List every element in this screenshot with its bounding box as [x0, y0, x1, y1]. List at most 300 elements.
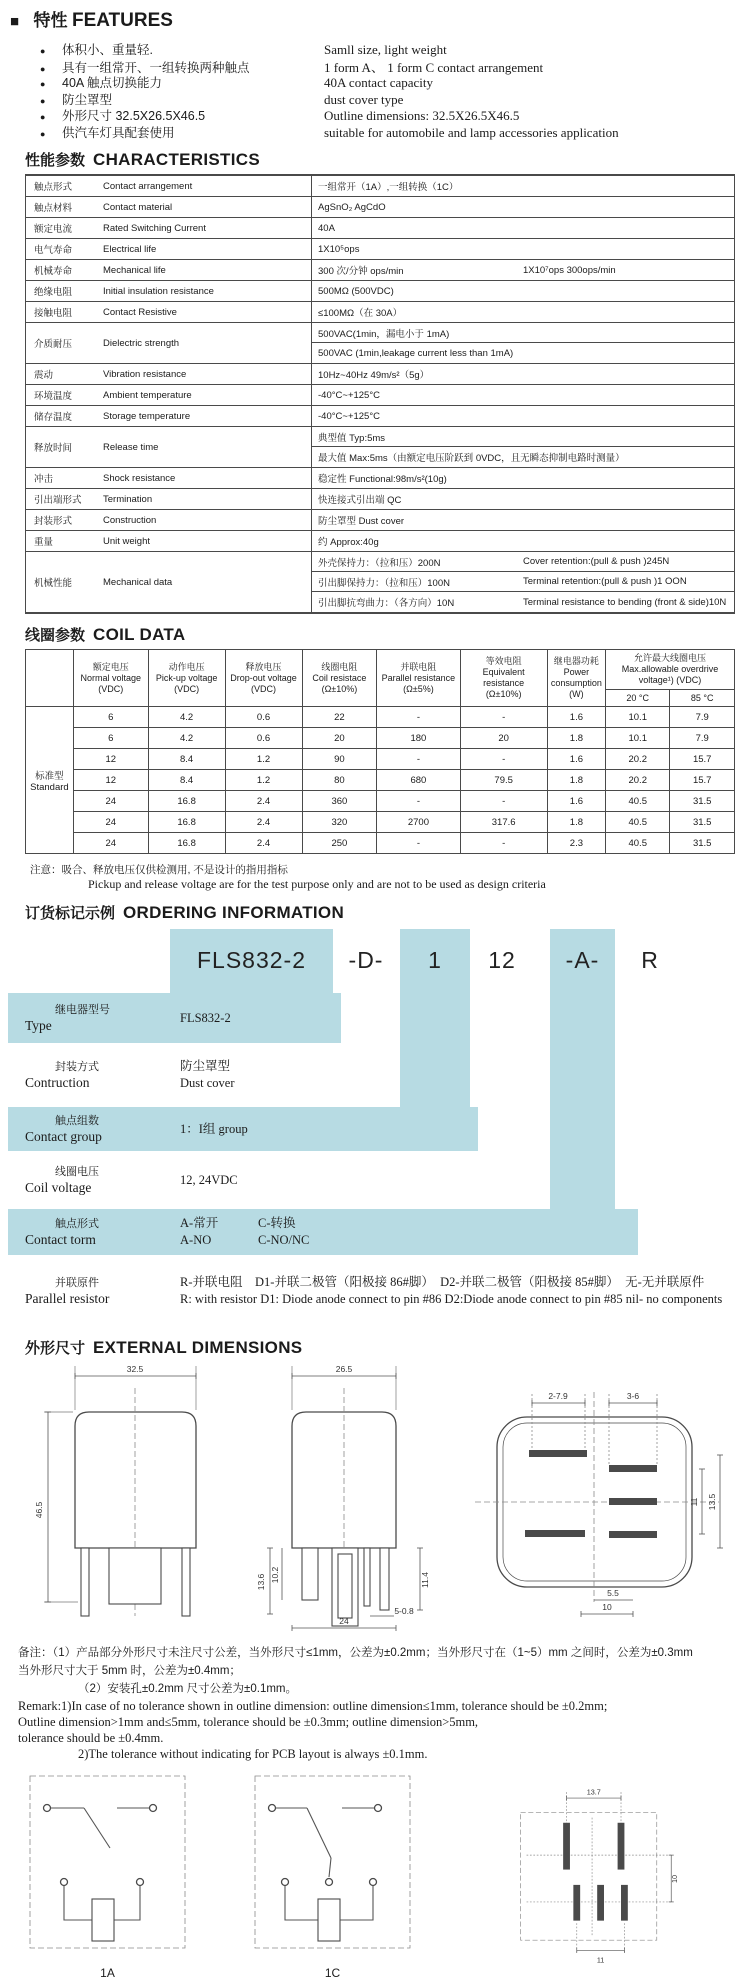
row-label-en: Rated Switching Current [103, 222, 206, 234]
coil-cell: 16.8 [148, 791, 225, 812]
dim-bottom-a: 2-7.9 [548, 1391, 568, 1401]
row-label-zh: 触点形式 [34, 182, 73, 193]
coil-cell: 250 [302, 833, 377, 854]
table-row [26, 197, 734, 218]
note-zh-3: （2）安装孔±0.2mm 尺寸公差为±0.1mm。 [78, 1683, 298, 1695]
value-text: 10Hz~40Hz 49m/s²（5g） [318, 370, 430, 381]
row-label-en: Release time [103, 441, 159, 453]
circuit-1c-block [245, 1770, 420, 1980]
value-text: 典型值 Typ:5ms [318, 432, 386, 444]
bullet-icon: ● [40, 46, 46, 56]
ordering-value-text: R-并联电阻 D1-并联二极管（阳极接 86#脚） D2-并联二极管（阳极接 85#脚） 无-无并联原件 [180, 1275, 705, 1289]
ordering-code-segment: 12 [488, 947, 516, 973]
value-row [312, 260, 734, 280]
table-row [26, 427, 734, 468]
bullet-icon: ● [40, 128, 46, 139]
coil-header-cell: 动作电压 Pick-up voltage (VDC) [148, 650, 225, 707]
value-text: 1X10⁵ops [318, 243, 360, 255]
dim-pcb-a: 13.7 [586, 1787, 601, 1797]
row-label-en: Mechanical life [103, 264, 166, 276]
ordering-row-label [0, 1114, 180, 1144]
coil-header-cell: 等效电阻 Equivalent resistance (Ω±10%) [460, 650, 547, 707]
row-label-en: Construction [103, 514, 157, 526]
value-row [312, 323, 734, 343]
feature-zh: 40A 触点切换能力 [62, 76, 163, 90]
coil-header-overdrive: 允许最大线圈电压 Max.allowable overdrive voltage¹) (VDC) [606, 650, 735, 690]
ordering-label-zh: 触点组数 [55, 1115, 99, 1127]
row-values [311, 176, 734, 196]
dimensions-heading-en: EXTERNAL DIMENSIONS [93, 1338, 303, 1357]
row-label-zh: 机械性能 [34, 578, 73, 589]
coil-cell: 10.1 [606, 707, 670, 728]
coil-table [25, 649, 735, 854]
ordering-value-line [180, 1215, 741, 1232]
dimension-drawings [18, 1362, 741, 1634]
table-row [26, 281, 734, 302]
coil-cell: - [377, 833, 460, 854]
coil-cell: 320 [302, 812, 377, 833]
value-text: 1X10⁷ops 300ops/min [523, 264, 616, 276]
row-values [311, 197, 734, 217]
bullet-icon: ● [40, 95, 46, 106]
ordering-value-line [180, 1075, 741, 1092]
row-label-en: Dielectric strength [103, 337, 180, 349]
square-bullet-icon: ■ [10, 13, 20, 30]
table-row [26, 218, 734, 239]
coil-cell: 20.2 [606, 749, 670, 770]
coil-cell: 0.6 [225, 707, 302, 728]
coil-cell: 1.8 [547, 770, 605, 791]
coil-cell: 16.8 [148, 812, 225, 833]
ordering-value-text: A-NO [180, 1233, 212, 1247]
dim-front-width: 32.5 [126, 1364, 144, 1374]
coil-cell: 1.8 [547, 728, 605, 749]
value-text: 最大值 Max:5ms（由额定电压阶跃到 0VDC，且无瞬态抑制电路时测量） [318, 453, 625, 464]
feature-en: 40A contact capacity [324, 75, 434, 90]
coil-cell: - [460, 833, 547, 854]
feature-zh: 具有一组常开、一组转换两种触点 [62, 60, 250, 75]
table-row [26, 468, 734, 489]
ordering-value-line [180, 1232, 741, 1249]
coil-header-group [26, 650, 74, 707]
row-label-en: Mechanical data [103, 576, 173, 588]
ordering-label-en: Contruction [25, 1075, 90, 1090]
ordering-label-en: Parallel resistor [25, 1291, 110, 1306]
coil-cell: - [460, 707, 547, 728]
table-row [26, 323, 734, 364]
coil-cell: - [460, 791, 547, 812]
circuit-1c-label: 1C [324, 1966, 341, 1980]
dim-side-d: 5-0.8 [394, 1606, 414, 1616]
coil-cell: 20 [302, 728, 377, 749]
coil-cell: 79.5 [460, 770, 547, 791]
value-row [312, 218, 734, 238]
row-label-zh: 介质耐压 [34, 339, 73, 350]
dim-side-b: 10.2 [270, 1566, 280, 1584]
feature-item [40, 123, 741, 140]
feature-item [40, 57, 741, 74]
value-text: 约 Approx:40g [318, 537, 379, 548]
ordering-code-segment: -D- [348, 947, 384, 973]
coil-header-cell: 并联电阻 Parallel resistance (Ω±5%) [377, 650, 460, 707]
value-row [312, 572, 734, 592]
pcb-layout-drawing [470, 1770, 715, 1970]
value-text: 稳定性 Functional:98m/s²(10g) [318, 474, 447, 485]
dim-bottom-b: 3-6 [626, 1391, 640, 1401]
value-text: 防尘罩型 Dust cover [318, 516, 405, 527]
table-row [26, 510, 734, 531]
row-label-en: Contact material [103, 201, 173, 213]
ordering-value-text: 12, 24VDC [180, 1172, 238, 1187]
ordering-row [0, 1157, 741, 1203]
row-values [311, 385, 734, 405]
ordering-row-label [0, 1217, 180, 1247]
coil-cell: 22 [302, 707, 377, 728]
value-text: 300 次/分钟 ops/min [318, 266, 404, 277]
coil-cell: 8.4 [148, 770, 225, 791]
coil-cell: 2700 [377, 812, 460, 833]
ordering-value-text: Dust cover [180, 1076, 235, 1090]
row-label-zh: 引出端形式 [34, 495, 82, 506]
table-row [26, 489, 734, 510]
ordering-row [0, 1107, 741, 1151]
value-text: Terminal retention:(pull & push )1 OON [523, 576, 687, 587]
ordering-value-text: R: with resistor D1: Diode anode connect to pin #86 D2:Diode anode connect to pin #85 nil- no components [180, 1292, 723, 1306]
ordering-value-text: FLS832-2 [180, 1010, 231, 1025]
circuit-diagrams [20, 1770, 741, 1980]
note-en-3: tolerance should be ±0.4mm. [18, 1731, 164, 1745]
row-values [311, 364, 734, 384]
value-text: ≤100MΩ（在 30A） [318, 308, 403, 319]
table-row [26, 239, 734, 260]
feature-en: 1 form A、 1 form C contact arrangement [324, 59, 544, 75]
ordering-label-en: Contact torm [25, 1232, 96, 1247]
value-text: -40°C~+125°C [318, 410, 380, 422]
value-text: 500VAC(1min，漏电小于 1mA) [318, 328, 450, 340]
row-label-zh: 震动 [34, 370, 54, 381]
ordering-heading-zh: 订货标记示例 [25, 905, 116, 922]
value-text: 一组常开（1A）,一组转换（1C） [318, 182, 459, 193]
feature-zh: 体积小、重量轻. [62, 43, 153, 57]
coil-cell: - [377, 749, 460, 770]
table-row [26, 302, 734, 323]
coil-cell: 31.5 [670, 812, 735, 833]
dim-side-e: 24 [339, 1616, 349, 1626]
coil-cell: 317.6 [460, 812, 547, 833]
row-values [311, 406, 734, 426]
coil-cell: 680 [377, 770, 460, 791]
value-text: -40°C~+125°C [318, 389, 380, 401]
characteristics-heading-en: CHARACTERISTICS [93, 150, 260, 169]
row-label-zh: 触点材料 [34, 203, 73, 214]
row-label-zh: 额定电流 [34, 224, 73, 235]
ordering-row-values [180, 1215, 741, 1249]
coil-cell: 7.9 [670, 728, 735, 749]
value-text: Terminal resistance to bending (front & side)10N [523, 596, 727, 608]
value-row [312, 531, 734, 551]
ordering-value-text: C-NO/NC [258, 1233, 310, 1247]
coil-cell: 15.7 [670, 770, 735, 791]
coil-cell: 8.4 [148, 749, 225, 770]
ordering-value-text: A-常开 [180, 1216, 219, 1230]
row-values [311, 239, 734, 259]
row-label-zh: 绝缘电阻 [34, 287, 73, 298]
coil-cell: - [377, 707, 460, 728]
features-heading-zh: 特性 [33, 11, 68, 30]
dim-bottom-d: 13.5 [707, 1493, 717, 1511]
characteristics-heading-zh: 性能参数 [25, 152, 86, 169]
value-text: 500MΩ (500VDC) [318, 285, 394, 297]
coil-data-row [26, 707, 735, 728]
feature-item [40, 40, 741, 57]
coil-data-row [26, 833, 735, 854]
value-row [312, 364, 734, 384]
row-label-en: Contact arrangement [103, 180, 193, 192]
coil-cell: 7.9 [670, 707, 735, 728]
ordering-row-label [0, 1003, 180, 1033]
circuit-1a-label: 1A [100, 1966, 115, 1980]
value-row [312, 489, 734, 509]
coil-cell: 1.6 [547, 791, 605, 812]
coil-header-cell: 继电器功耗 Power consumption (W) [547, 650, 605, 707]
dimensions-heading [25, 1337, 741, 1358]
ordering-row-label [0, 1276, 180, 1306]
value-text: Cover retention:(pull & push )245N [523, 556, 670, 567]
value-row [312, 552, 734, 572]
coil-cell: 20 [460, 728, 547, 749]
value-row [312, 281, 734, 301]
row-label-en: Contact Resistive [103, 306, 177, 318]
value-text: 引出脚抗弯曲力：（各方向）10N [318, 598, 455, 609]
value-row [312, 447, 734, 467]
coil-cell: 2.4 [225, 791, 302, 812]
characteristics-table [25, 174, 735, 614]
row-label-zh: 电气寿命 [34, 245, 73, 256]
row-label-en: Storage temperature [103, 410, 191, 422]
row-label-en: Termination [103, 493, 153, 505]
coil-cell: 31.5 [670, 833, 735, 854]
ordering-row-values [180, 1274, 741, 1308]
note-en-2: Outline dimension>1mm and≤5mm, tolerance should be ±0.3mm; outline dimension>5mm, [18, 1715, 479, 1729]
row-values [311, 531, 734, 551]
row-values [311, 281, 734, 301]
circuit-1a-block [20, 1770, 195, 1980]
coil-cell: 24 [73, 833, 148, 854]
value-text: 快连接式引出端 QC [318, 495, 402, 506]
dim-bottom-c: 11 [689, 1497, 699, 1507]
row-values [311, 323, 734, 363]
feature-item [40, 73, 741, 90]
coil-header-cell: 额定电压 Normal voltage (VDC) [73, 650, 148, 707]
note-zh-2: 当外形尺寸大于 5mm 时，公差为±0.4mm； [18, 1665, 241, 1677]
bullet-icon: ● [40, 63, 46, 74]
ordering-label-zh: 封装方式 [55, 1061, 99, 1073]
coil-cell: 2.3 [547, 833, 605, 854]
ordering-value-line [180, 1121, 741, 1138]
coil-cell: 80 [302, 770, 377, 791]
dim-side-c: 11.4 [420, 1572, 430, 1588]
row-values [311, 552, 734, 612]
coil-cell: 1.6 [547, 707, 605, 728]
relay-side-view-drawing [244, 1362, 449, 1634]
value-row [312, 510, 734, 530]
coil-cell: 4.2 [148, 728, 225, 749]
feature-item [40, 106, 741, 123]
ordering-row [0, 1209, 741, 1255]
relay-front-view-drawing [18, 1362, 236, 1634]
row-label-en: Vibration resistance [103, 368, 187, 380]
value-row [312, 302, 734, 322]
row-label-zh: 机械寿命 [34, 266, 73, 277]
ordering-label-zh: 继电器型号 [55, 1004, 110, 1016]
ordering-value-line [180, 1172, 741, 1189]
coil-cell: 6 [73, 728, 148, 749]
ordering-value-text: 1：I组 group [180, 1121, 248, 1136]
row-label-en: Electrical life [103, 243, 157, 255]
coil-data-row [26, 770, 735, 791]
bullet-icon: ● [40, 79, 46, 89]
value-row [312, 427, 734, 447]
coil-heading-zh: 线圈参数 [25, 627, 86, 644]
row-label-en: Unit weight [103, 535, 150, 547]
value-row [312, 197, 734, 217]
coil-cell: 40.5 [606, 791, 670, 812]
coil-header-cell: 释放电压 Drop-out voltage (VDC) [225, 650, 302, 707]
ordering-row [0, 993, 741, 1043]
coil-data-row [26, 728, 735, 749]
value-text: 外壳保持力：（拉和压）200N [318, 557, 441, 569]
coil-cell: 4.2 [148, 707, 225, 728]
feature-en: Outline dimensions: 32.5X26.5X46.5 [324, 108, 520, 123]
dim-bottom-e: 5.5 [607, 1588, 619, 1598]
ordering-row-label [0, 1165, 180, 1195]
table-row [26, 364, 734, 385]
ordering-row-values [180, 1010, 741, 1027]
ordering-value-text: 防尘罩型 [180, 1059, 231, 1073]
row-values [311, 489, 734, 509]
value-row [312, 176, 734, 196]
ordering-code-segment: -A- [565, 947, 600, 973]
value-row [312, 592, 734, 612]
note-en-4: 2)The tolerance without indicating for PCB layout is always ±0.1mm. [78, 1747, 428, 1761]
pcb-layout-block [470, 1770, 715, 1970]
coil-data-row [26, 749, 735, 770]
row-values [311, 468, 734, 488]
ordering-value-line [180, 1291, 741, 1308]
ordering-label-en: Coil voltage [25, 1180, 92, 1195]
ordering-code-segment: R [641, 947, 659, 973]
row-values [311, 510, 734, 530]
coil-cell: 24 [73, 812, 148, 833]
ordering-label-zh: 触点形式 [55, 1218, 99, 1230]
coil-cell: 10.1 [606, 728, 670, 749]
coil-note-en: Pickup and release voltage are for the test purpose only and are not to be used as design criteria [88, 877, 546, 891]
feature-zh: 防尘罩型 [62, 92, 113, 107]
coil-cell: 1.2 [225, 749, 302, 770]
value-row [312, 385, 734, 405]
coil-cell: 12 [73, 770, 148, 791]
row-values [311, 260, 734, 280]
coil-heading-en: COIL DATA [93, 625, 186, 644]
ordering-diagram [0, 929, 741, 1327]
coil-cell: 1.2 [225, 770, 302, 791]
value-text: AgSnO₂ AgCdO [318, 201, 386, 213]
coil-cell: - [377, 791, 460, 812]
coil-header-row [26, 650, 735, 690]
coil-cell: 31.5 [670, 791, 735, 812]
row-label-zh: 释放时间 [34, 443, 73, 454]
value-row [312, 343, 734, 363]
dimensions-heading-zh: 外形尺寸 [25, 1340, 86, 1357]
ordering-row-values [180, 1058, 741, 1092]
row-label-en: Ambient temperature [103, 389, 192, 401]
coil-cell: 2.4 [225, 833, 302, 854]
coil-cell: 12 [73, 749, 148, 770]
coil-cell: 180 [377, 728, 460, 749]
row-values [311, 427, 734, 467]
ordering-value-line [180, 1058, 741, 1075]
characteristics-heading [25, 149, 741, 170]
dim-pcb-b: 10 [670, 1874, 680, 1883]
ordering-code-segment: FLS832-2 [196, 947, 306, 973]
coil-group-label: 标准型 Standard [26, 707, 74, 854]
row-label-en: Initial insulation resistance [103, 285, 214, 297]
tolerance-notes [18, 1644, 741, 1762]
table-row [26, 406, 734, 427]
feature-item [40, 90, 741, 107]
table-row [26, 552, 734, 612]
coil-cell: 40.5 [606, 812, 670, 833]
coil-cell: 6 [73, 707, 148, 728]
coil-subheader-cell: 20 °C [606, 690, 670, 707]
row-label-zh: 重量 [34, 537, 54, 548]
value-text: 40A [318, 222, 335, 234]
datasheet-page [0, 6, 741, 1980]
coil-cell: 15.7 [670, 749, 735, 770]
ordering-row [0, 1261, 741, 1321]
row-label-zh: 接触电阻 [34, 308, 73, 319]
value-text: 500VAC (1min,leakage current less than 1mA) [318, 347, 514, 359]
coil-cell: 90 [302, 749, 377, 770]
value-row [312, 239, 734, 259]
relay-bottom-view-drawing [457, 1362, 737, 1627]
table-row [26, 385, 734, 406]
features-list [40, 40, 741, 139]
coil-cell: 2.4 [225, 812, 302, 833]
coil-data-row [26, 812, 735, 833]
coil-heading [25, 624, 741, 645]
ordering-row-values [180, 1172, 741, 1189]
feature-zh: 外形尺寸 32.5X26.5X46.5 [62, 109, 206, 123]
note-en-1: Remark:1)In case of no tolerance shown in outline dimension: outline dimension≤1mm, tolerance should be ±0.2mm; [18, 1699, 608, 1713]
ordering-value-line [180, 1010, 741, 1027]
row-values [311, 302, 734, 322]
note-zh-1: 备注：（1）产品部分外形尺寸未注尺寸公差，当外形尺寸≤1mm，公差为±0.2mm；当外形尺寸在（1~5）mm 之间时，公差为±0.3mm [18, 1647, 693, 1659]
ordering-value-text: C-转换 [258, 1216, 296, 1230]
table-row [26, 260, 734, 281]
coil-cell: 24 [73, 791, 148, 812]
row-label-en: Shock resistance [103, 472, 176, 484]
ordering-code-segment: 1 [428, 947, 442, 973]
value-row [312, 406, 734, 426]
coil-data-row [26, 791, 735, 812]
ordering-label-zh: 并联原件 [55, 1277, 99, 1289]
row-label-zh: 封装形式 [34, 516, 73, 527]
ordering-label-en: Contact group [25, 1129, 102, 1144]
row-label-zh: 储存温度 [34, 412, 73, 423]
table-row [26, 531, 734, 552]
ordering-heading-en: ORDERING INFORMATION [123, 903, 345, 922]
